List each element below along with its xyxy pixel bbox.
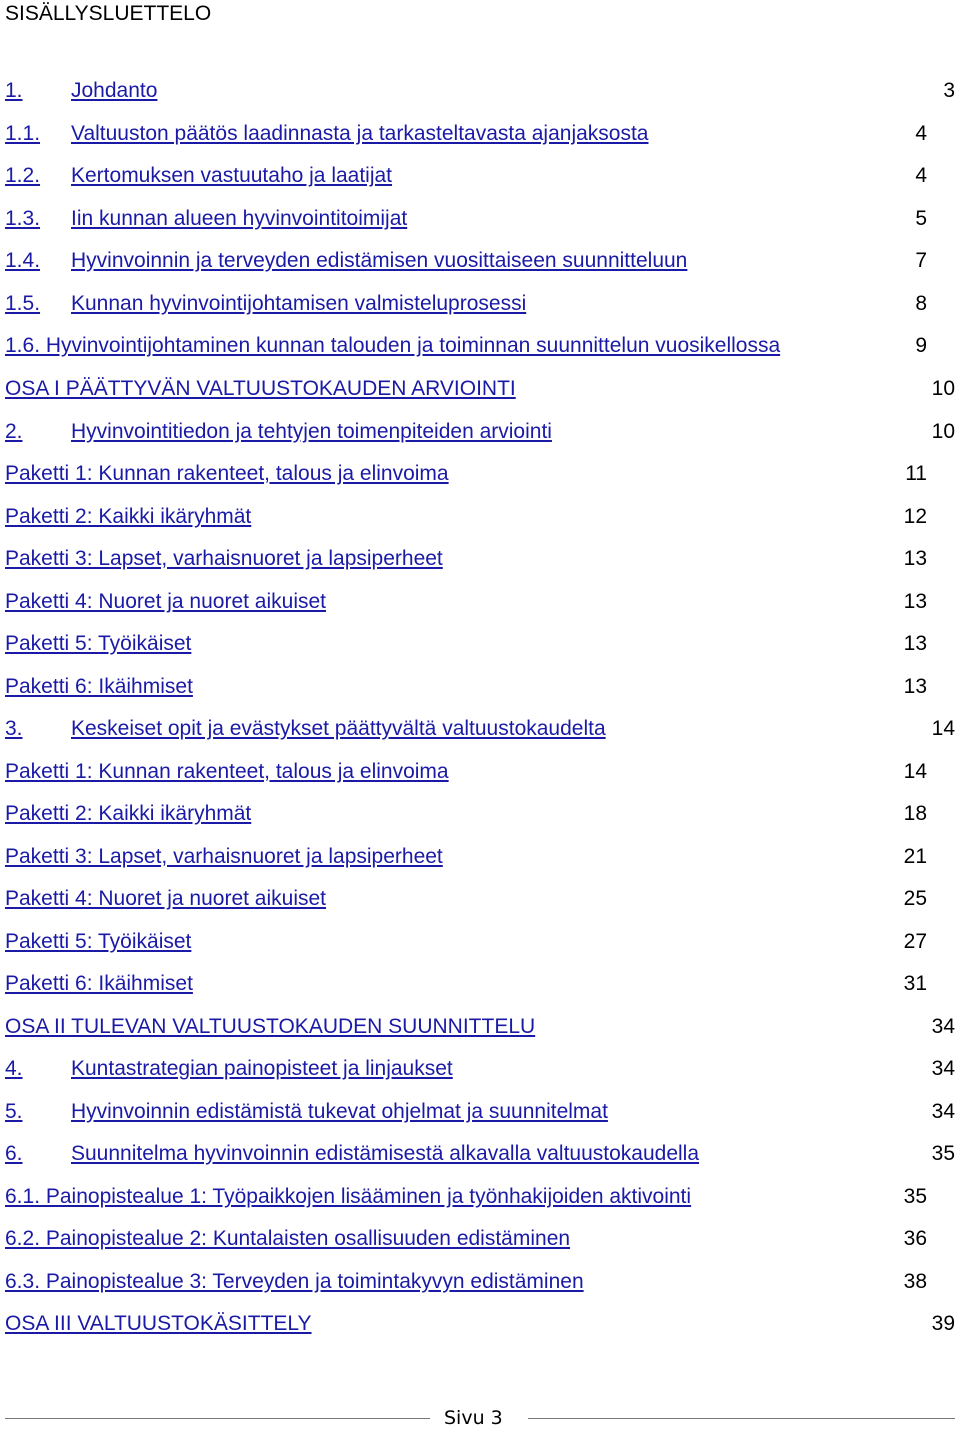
toc-entry-page: 14 xyxy=(903,760,927,783)
toc-entry-page: 5 xyxy=(915,207,927,230)
toc-entry-title[interactable]: OSA I PÄÄTTYVÄN VALTUUSTOKAUDEN ARVIOINTI xyxy=(5,377,516,400)
toc-entry[interactable] xyxy=(0,1012,960,1042)
toc-entry-page: 13 xyxy=(903,547,927,570)
toc-entry-title[interactable]: Kertomuksen vastuutaho ja laatijat xyxy=(71,164,393,187)
toc-entry-page: 7 xyxy=(915,249,927,272)
toc-entry[interactable] xyxy=(0,1267,960,1297)
toc-entry-title[interactable]: Paketti 4: Nuoret ja nuoret aikuiset xyxy=(5,590,327,613)
toc-entry-page: 31 xyxy=(903,972,927,995)
toc-entry[interactable] xyxy=(0,757,960,787)
toc-entry-page: 34 xyxy=(931,1057,955,1080)
toc-entry[interactable] xyxy=(0,842,960,872)
toc-entry-page: 25 xyxy=(903,887,927,910)
toc-entry-number[interactable]: 1. xyxy=(5,79,23,102)
toc-entry-title[interactable]: Paketti 6: Ikäihmiset xyxy=(5,675,193,698)
toc-entry-title[interactable]: Paketti 2: Kaikki ikäryhmät xyxy=(5,505,252,528)
toc-entry-title[interactable]: 6.3. Painopistealue 3: Terveyden ja toimintakyvyn edistäminen xyxy=(5,1270,584,1293)
toc-entry[interactable] xyxy=(0,629,960,659)
toc-entry-number[interactable]: 4. xyxy=(5,1057,23,1080)
toc-entry[interactable] xyxy=(0,204,960,234)
toc-entry[interactable] xyxy=(0,1309,960,1339)
toc-entry-title[interactable]: Kuntastrategian painopisteet ja linjaukset xyxy=(71,1057,453,1080)
toc-entry-title[interactable]: Paketti 5: Työikäiset xyxy=(5,632,192,655)
toc-entry[interactable] xyxy=(0,161,960,191)
toc-entry-page: 10 xyxy=(931,420,955,443)
footer-rule-right xyxy=(528,1418,955,1419)
toc-entry[interactable] xyxy=(0,76,960,106)
toc-entry-page: 36 xyxy=(903,1227,927,1250)
toc-entry[interactable] xyxy=(0,544,960,574)
toc-entry-page: 10 xyxy=(931,377,955,400)
toc-entry-page: 39 xyxy=(931,1312,955,1335)
toc-entry-page: 4 xyxy=(915,164,927,187)
toc-entry[interactable] xyxy=(0,246,960,276)
toc-entry-page: 18 xyxy=(903,802,927,825)
toc-entry-number[interactable]: 1.1. xyxy=(5,122,41,145)
toc-entry-title[interactable]: Suunnitelma hyvinvoinnin edistämisestä alkavalla valtuustokaudella xyxy=(71,1142,700,1165)
toc-entry-title[interactable]: Hyvinvointitiedon ja tehtyjen toimenpiteiden arviointi xyxy=(71,420,552,443)
toc-entry[interactable] xyxy=(0,1139,960,1169)
toc-entry-title[interactable]: Iin kunnan alueen hyvinvointitoimijat xyxy=(71,207,408,230)
toc-entry[interactable] xyxy=(0,714,960,744)
toc-entry-page: 21 xyxy=(903,845,927,868)
toc-entry-page: 8 xyxy=(915,292,927,315)
toc-entry-number[interactable]: 1.4. xyxy=(5,249,41,272)
toc-entry-title[interactable]: Keskeiset opit ja evästykset päättyvältä valtuustokaudelta xyxy=(71,717,606,740)
toc-entry-title[interactable]: Paketti 3: Lapset, varhaisnuoret ja lapsiperheet xyxy=(5,845,443,868)
toc-entry-page: 11 xyxy=(905,462,927,485)
toc-entry-title[interactable]: Paketti 3: Lapset, varhaisnuoret ja lapsiperheet xyxy=(5,547,443,570)
footer-rule-left xyxy=(5,1418,430,1419)
toc-entry[interactable] xyxy=(0,1054,960,1084)
page-title: SISÄLLYSLUETTELO xyxy=(5,2,212,25)
toc-entry-page: 12 xyxy=(903,505,927,528)
toc-entry[interactable] xyxy=(0,1224,960,1254)
toc-entry-title[interactable]: Paketti 6: Ikäihmiset xyxy=(5,972,193,995)
toc-entry-page: 34 xyxy=(931,1100,955,1123)
toc-entry-page: 27 xyxy=(903,930,927,953)
footer-page-number: Sivu 3 xyxy=(444,1407,503,1429)
toc-entry-number[interactable]: 1.3. xyxy=(5,207,41,230)
toc-entry[interactable] xyxy=(0,502,960,532)
toc-entry-title[interactable]: Hyvinvoinnin edistämistä tukevat ohjelmat ja suunnitelmat xyxy=(71,1100,608,1123)
toc-entry-number[interactable]: 2. xyxy=(5,420,23,443)
toc-entry-page: 13 xyxy=(903,590,927,613)
toc-entry-title[interactable]: Paketti 1: Kunnan rakenteet, talous ja elinvoima xyxy=(5,462,449,485)
toc-entry-title[interactable]: Paketti 2: Kaikki ikäryhmät xyxy=(5,802,252,825)
toc-entry-title[interactable]: 1.6. Hyvinvointijohtaminen kunnan talouden ja toiminnan suunnittelun vuosikellossa xyxy=(5,334,781,357)
toc-entry-number[interactable]: 1.2. xyxy=(5,164,41,187)
toc-entry-title[interactable]: Johdanto xyxy=(71,79,158,102)
toc-entry-title[interactable]: Hyvinvoinnin ja terveyden edistämisen vuosittaiseen suunnitteluun xyxy=(71,249,688,272)
toc-entry-page: 34 xyxy=(931,1015,955,1038)
toc-entry-page: 4 xyxy=(915,122,927,145)
toc-entry-number[interactable]: 5. xyxy=(5,1100,23,1123)
toc-entry-page: 13 xyxy=(903,632,927,655)
toc-entry-number[interactable]: 1.5. xyxy=(5,292,41,315)
toc-entry[interactable] xyxy=(0,799,960,829)
toc-entry-title[interactable]: OSA II TULEVAN VALTUUSTOKAUDEN SUUNNITTELU xyxy=(5,1015,536,1038)
toc-entry[interactable] xyxy=(0,587,960,617)
toc-entry-title[interactable]: Paketti 4: Nuoret ja nuoret aikuiset xyxy=(5,887,327,910)
toc-entry-title[interactable]: OSA III VALTUUSTOKÄSITTELY xyxy=(5,1312,312,1335)
toc-entry-page: 14 xyxy=(931,717,955,740)
toc-entry[interactable] xyxy=(0,969,960,999)
toc-entry[interactable] xyxy=(0,459,960,489)
toc-entry-title[interactable]: Paketti 1: Kunnan rakenteet, talous ja elinvoima xyxy=(5,760,449,783)
toc-entry-page: 13 xyxy=(903,675,927,698)
toc-entry[interactable] xyxy=(0,927,960,957)
toc-entry-title[interactable]: 6.2. Painopistealue 2: Kuntalaisten osallisuuden edistäminen xyxy=(5,1227,571,1250)
toc-entry-title[interactable]: 6.1. Painopistealue 1: Työpaikkojen lisääminen ja työnhakijoiden aktivointi xyxy=(5,1185,692,1208)
page-footer xyxy=(0,1405,960,1435)
toc-entry[interactable] xyxy=(0,417,960,447)
toc-entry-page: 9 xyxy=(915,334,927,357)
toc-entry-title[interactable]: Paketti 5: Työikäiset xyxy=(5,930,192,953)
toc-entry[interactable] xyxy=(0,672,960,702)
toc-entry-number[interactable]: 6. xyxy=(5,1142,23,1165)
toc-entry-page: 3 xyxy=(943,79,955,102)
toc-entry-page: 35 xyxy=(903,1185,927,1208)
toc-entry-number[interactable]: 3. xyxy=(5,717,23,740)
toc-entry[interactable] xyxy=(0,331,960,361)
toc-entry[interactable] xyxy=(0,374,960,404)
toc-entry[interactable] xyxy=(0,1097,960,1127)
toc-entry[interactable] xyxy=(0,289,960,319)
toc-entry[interactable] xyxy=(0,1182,960,1212)
toc-entry-page: 38 xyxy=(903,1270,927,1293)
toc-entry[interactable] xyxy=(0,884,960,914)
toc-entry-title[interactable]: Valtuuston päätös laadinnasta ja tarkasteltavasta ajanjaksosta xyxy=(71,122,649,145)
toc-entry[interactable] xyxy=(0,119,960,149)
toc-entry-title[interactable]: Kunnan hyvinvointijohtamisen valmisteluprosessi xyxy=(71,292,527,315)
toc-entry-page: 35 xyxy=(931,1142,955,1165)
